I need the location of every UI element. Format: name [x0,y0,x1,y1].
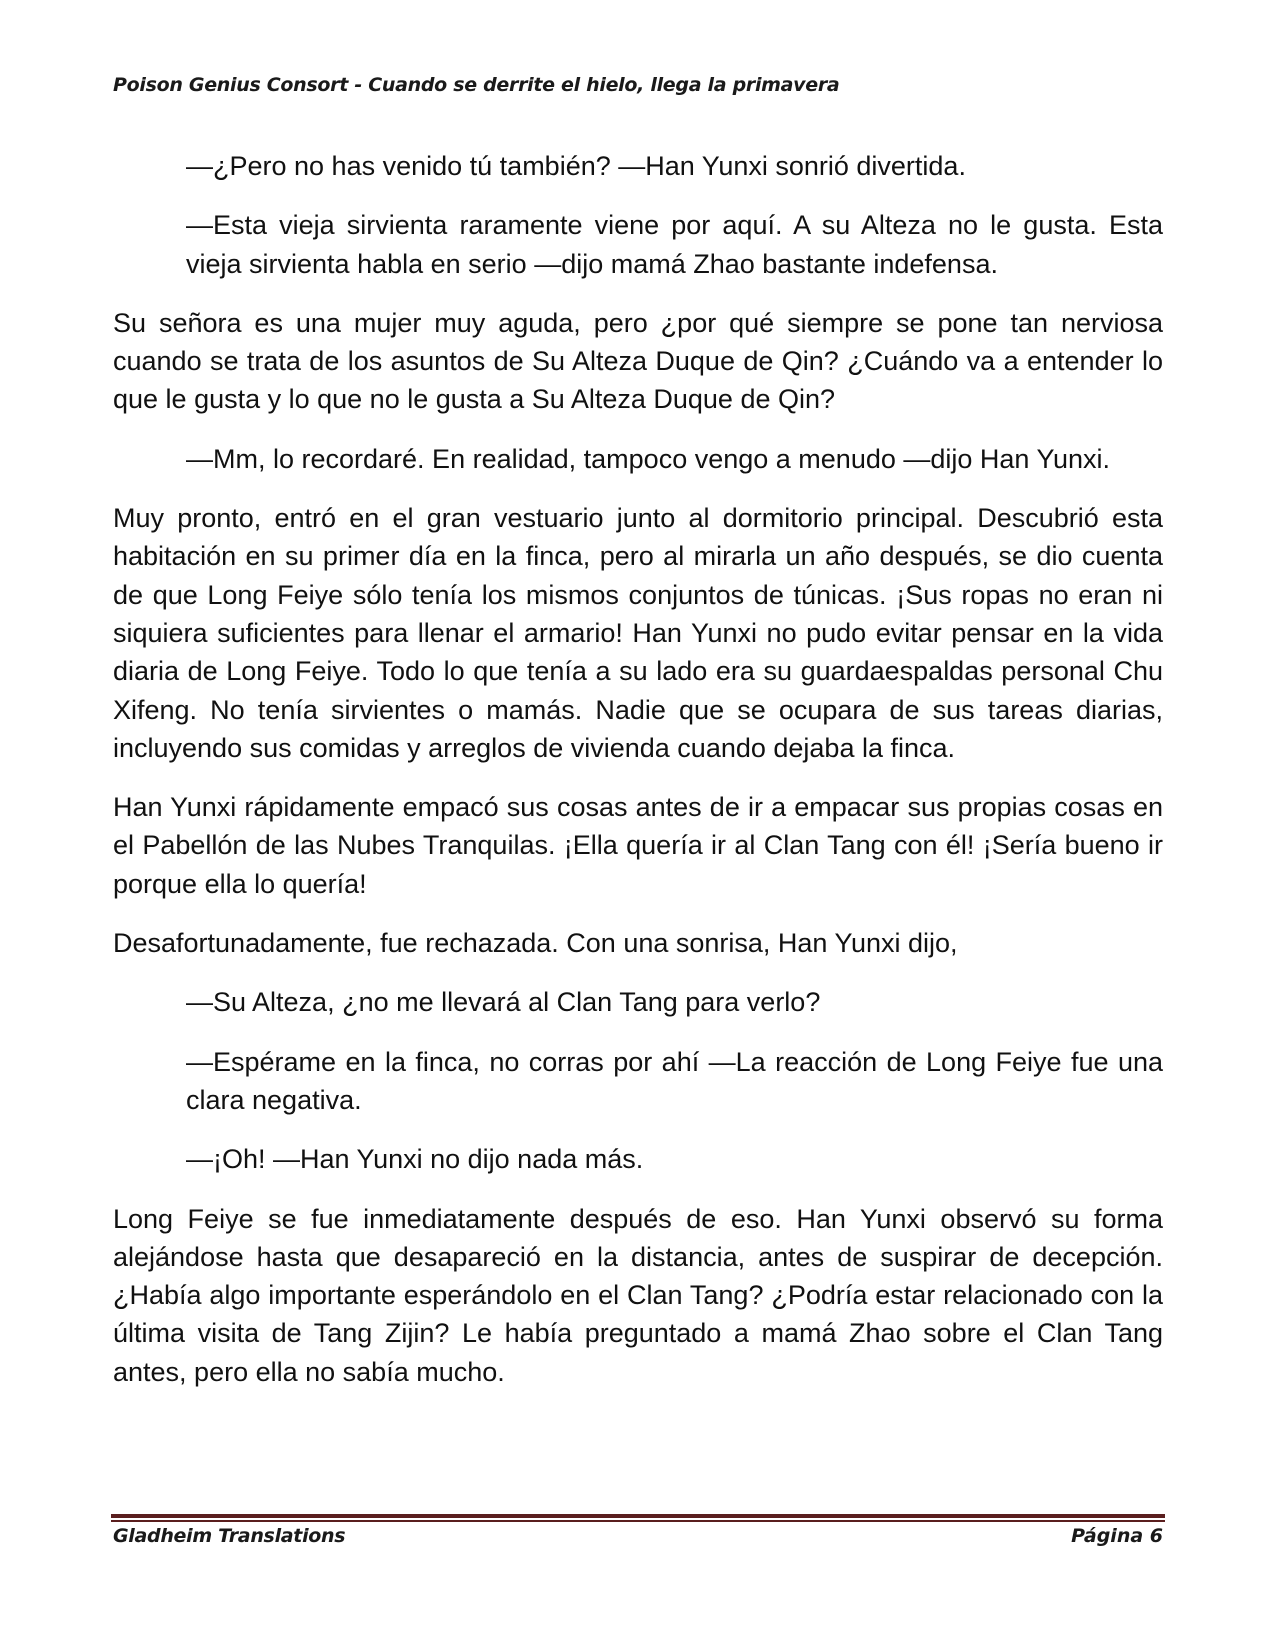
narrative-paragraph: Muy pronto, entró en el gran vestuario junto al dormitorio principal. Descubrió esta habitación en su primer día en la finca, pero al mirarla un año después, se dio cuenta de que Long Feiye sólo tenía los mismos conjuntos de túnicas. ¡Sus ropas no eran ni siquiera suficientes para llenar el armario! Han Yunxi no pudo evitar pensar en la vida diaria de Long Feiye. Todo lo que tenía a su lado era su guardaespaldas personal Chu Xifeng. No tenía sirvientes o mamás. Nadie que se ocupara de sus tareas diarias, incluyendo sus comidas y arreglos de vivienda cuando dejaba la finca. [113,503,1163,763]
dialogue-paragraph: —¡Oh! —Han Yunxi no dijo nada más. [186,1144,644,1175]
narrative-paragraph: Desafortunadamente, fue rechazada. Con una sonrisa, Han Yunxi dijo, [113,928,958,959]
dialogue-paragraph: —Mm, lo recordaré. En realidad, tampoco vengo a menudo —dijo Han Yunxi. [186,443,1110,474]
dialogue-paragraph: —Esta vieja sirvienta raramente viene por aquí. A su Alteza no le gusta. Esta vieja sirvienta habla en serio —dijo mamá Zhao bastante indefensa. [186,210,1163,279]
footer-divider [111,1514,1165,1522]
dialogue-paragraph: —Espérame en la finca, no corras por ahí —La reacción de Long Feiye fue una clara negativa. [186,1046,1163,1115]
narrative-paragraph: Su señora es una mujer muy aguda, pero ¿por qué siempre se pone tan nerviosa cuando se trata de los asuntos de Su Alteza Duque de Qin? ¿Cuándo va a entender lo que le gusta y lo que no le gusta a Su Alteza Duque de Qin? [113,307,1163,415]
narrative-paragraph: Long Feiye se fue inmediatamente después de eso. Han Yunxi observó su forma alejándose hasta que desapareció en la distancia, antes de suspirar de decepción. ¿Había algo importante esperándolo en el Clan Tang? ¿Podría estar relacionado con la última visita de Tang Zijin? Le había preguntado a mamá Zhao sobre el Clan Tang antes, pero ella no sabía mucho. [113,1203,1163,1387]
body-text [113,147,1163,1412]
footer-publisher: Gladheim Translations [113,1525,346,1547]
dialogue-paragraph: —¿Pero no has venido tú también? —Han Yunxi sonrió divertida. [186,151,966,181]
running-header: Poison Genius Consort - Cuando se derrite el hielo, llega la primavera [113,74,840,96]
footer-divider-thin-line [111,1520,1165,1522]
narrative-paragraph: Han Yunxi rápidamente empacó sus cosas antes de ir a empacar sus propias cosas en el Pabellón de las Nubes Tranquilas. ¡Ella quería ir al Clan Tang con él! ¡Sería bueno ir porque ella lo quería! [113,792,1163,899]
dialogue-paragraph: —Su Alteza, ¿no me llevará al Clan Tang para verlo? [186,987,821,1018]
page-number: Página 6 [1071,1525,1163,1547]
footer-divider-thick-line [111,1514,1165,1518]
